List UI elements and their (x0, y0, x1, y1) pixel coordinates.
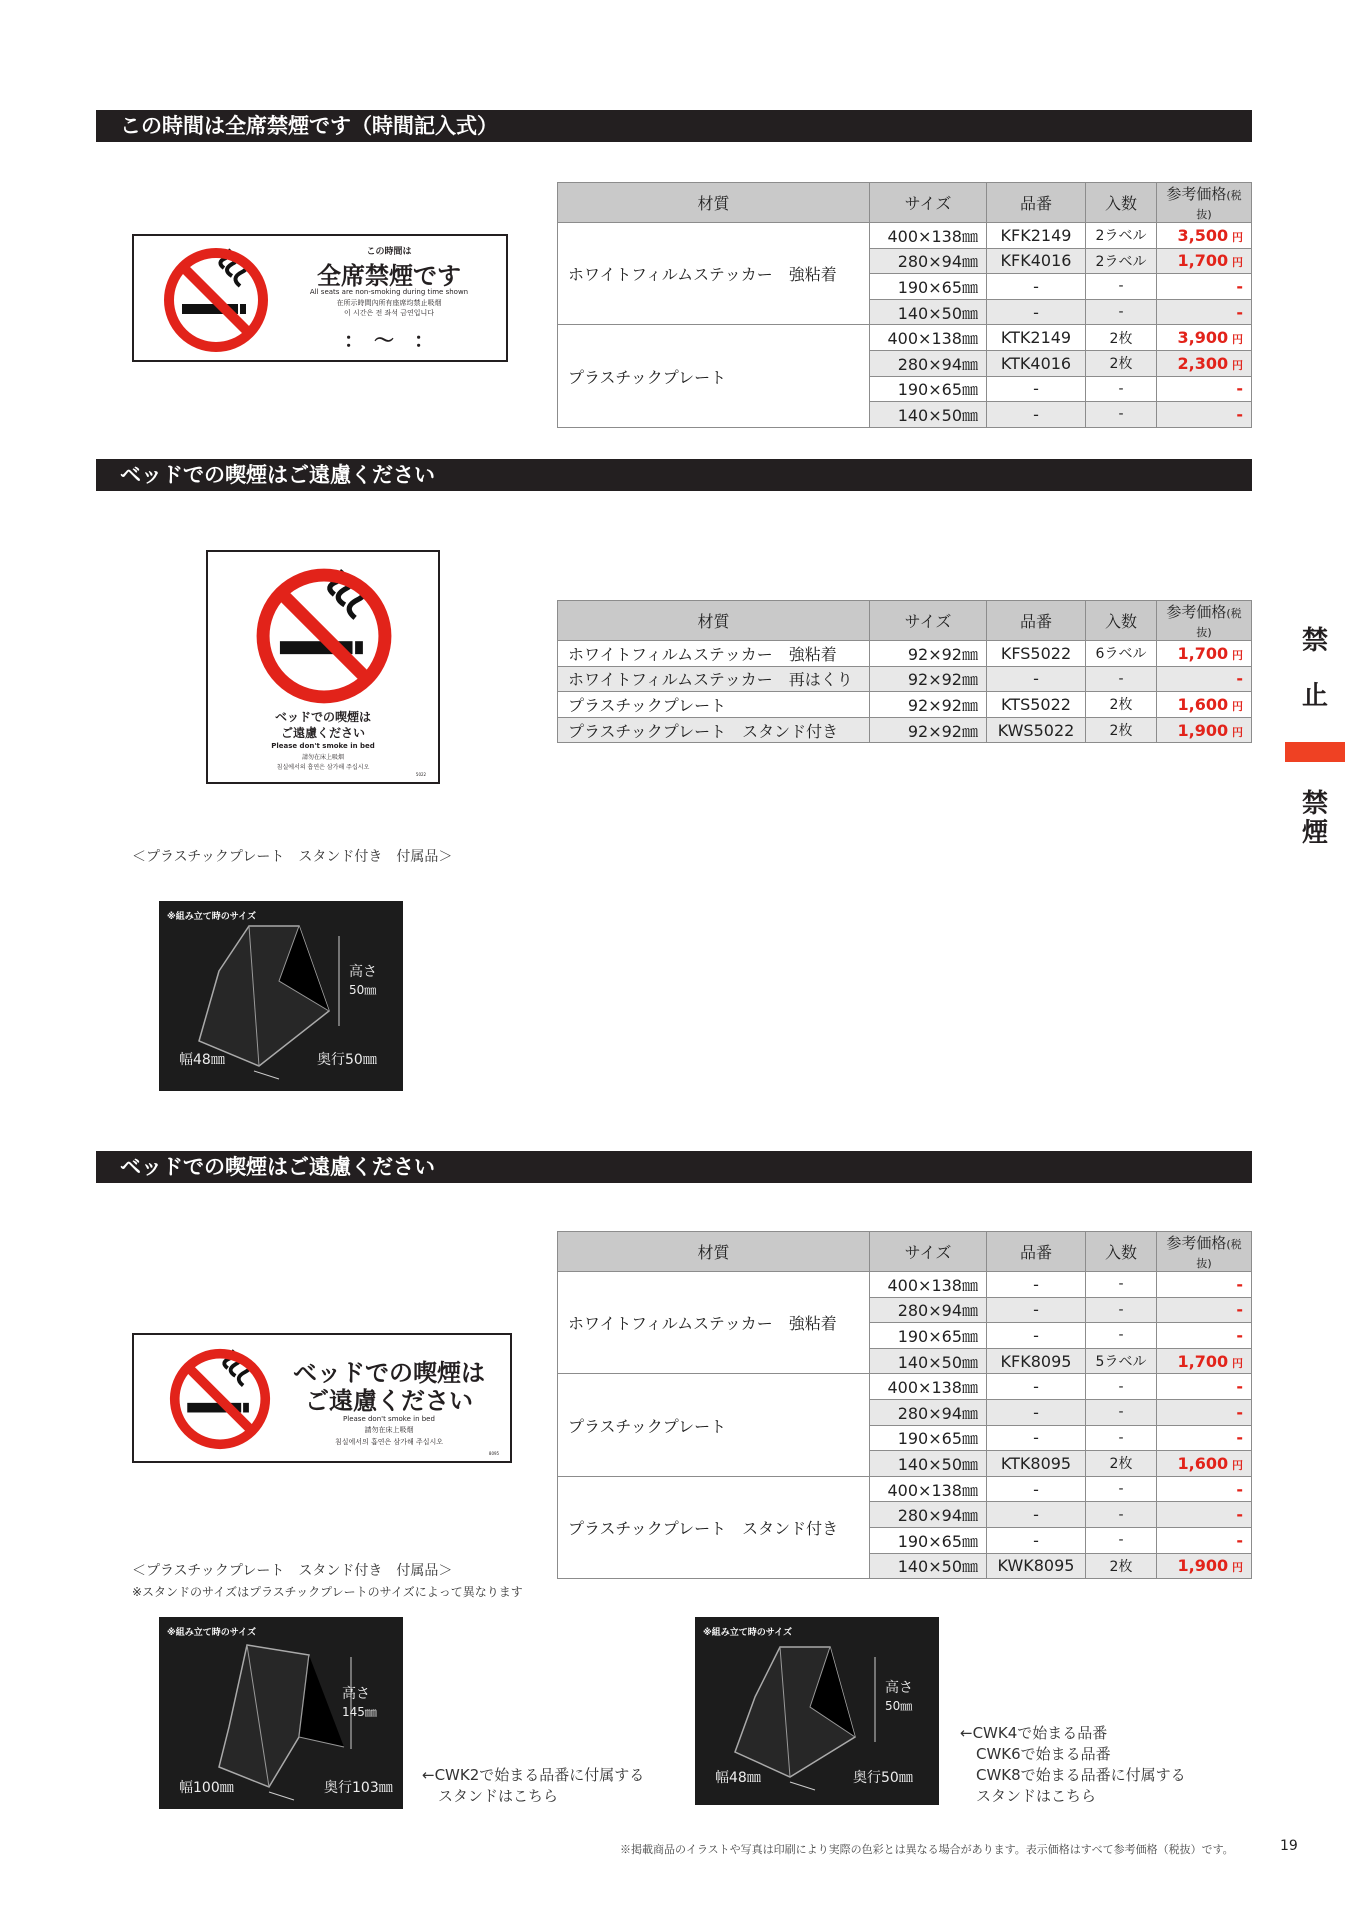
code-cell: - (987, 402, 1086, 428)
page-number: 19 (1280, 1838, 1298, 1854)
spec-table (557, 600, 1252, 743)
size-cell: 140×50㎜ (870, 402, 987, 428)
code-cell: KTK2149 (987, 325, 1086, 351)
side-tab-marker (1285, 742, 1345, 762)
size-cell: 400×138㎜ (870, 223, 987, 249)
sign-main-text: ご遠慮ください (305, 1387, 473, 1415)
photo-note: ※組み立て時のサイズ (167, 1628, 257, 1638)
width-label: 幅48㎜ (179, 1052, 225, 1068)
arrow-note-line: CWK6で始まる品番 (976, 1745, 1111, 1763)
sign-zh-text: 在所示時間內所有座席均禁止吸烟 (336, 299, 442, 307)
price-cell: 1,900 円 (1157, 1553, 1252, 1579)
price-cell: - (1157, 402, 1252, 428)
accessory-note: ※スタンドのサイズはプラスチックプレートのサイズによって異なります (132, 1585, 523, 1599)
header-material: 材質 (558, 183, 870, 223)
size-cell: 190×65㎜ (870, 376, 987, 402)
size-cell: 400×138㎜ (870, 1272, 987, 1298)
side-tab-top (1285, 620, 1345, 712)
qty-cell: - (1086, 1399, 1157, 1425)
price-cell: - (1157, 376, 1252, 402)
material-cell: プラスチックプレート (558, 325, 870, 427)
stand-photo (159, 1617, 403, 1809)
code-cell: - (987, 1323, 1086, 1349)
table-body (558, 1272, 1252, 1579)
stand-photo (695, 1617, 939, 1805)
size-cell: 280×94㎜ (870, 248, 987, 274)
code-cell: - (987, 1374, 1086, 1400)
qty-cell: 2ラベル (1086, 248, 1157, 274)
header-qty: 入数 (1086, 601, 1157, 641)
table-row (558, 325, 1252, 351)
header-qty: 入数 (1086, 183, 1157, 223)
sign-main-text: ベッドでの喫煙は (293, 1359, 485, 1387)
sign-zh-text: 請勿在床上吸烟 (364, 1426, 414, 1434)
size-cell: 190×65㎜ (870, 274, 987, 300)
sign-ko-text: 침실에서의 흡연은 삼가해 주십시오 (276, 764, 370, 771)
code-cell: - (987, 1476, 1086, 1502)
price-cell: 2,300 円 (1157, 350, 1252, 376)
size-cell: 92×92㎜ (870, 717, 987, 743)
header-material: 材質 (558, 1232, 870, 1272)
height-value: 145㎜ (342, 1705, 377, 1719)
arrow-note-line: スタンドはこちら (438, 1787, 559, 1805)
arrow-note (960, 1723, 1186, 1807)
height-value: 50㎜ (349, 983, 377, 997)
code-cell: - (987, 274, 1086, 300)
sign-ko-text: 이 시간은 전 좌석 금연입니다 (343, 309, 435, 317)
qty-cell: - (1086, 1323, 1157, 1349)
header-price: 参考価格(税抜) (1157, 601, 1252, 641)
side-tab-char: 禁 (1301, 626, 1328, 656)
sign-image (206, 550, 440, 784)
price-cell: - (1157, 1374, 1252, 1400)
section-title: この時間は全席禁煙です（時間記入式） (96, 110, 1252, 142)
header-code: 品番 (987, 601, 1086, 641)
size-cell: 280×94㎜ (870, 1297, 987, 1323)
accessory-caption: ＜プラスチックプレート スタンド付き 付属品＞ (132, 849, 453, 865)
qty-cell: 5ラベル (1086, 1348, 1157, 1374)
arrow-note (422, 1765, 644, 1807)
price-cell: - (1157, 1399, 1252, 1425)
width-label: 幅48㎜ (715, 1770, 761, 1786)
price-cell: 1,600 円 (1157, 1451, 1252, 1477)
table-row (558, 717, 1252, 743)
qty-cell: 2枚 (1086, 325, 1157, 351)
price-cell: - (1157, 299, 1252, 325)
sign-main-text: 全席禁煙です (317, 262, 461, 290)
code-cell: - (987, 1272, 1086, 1298)
qty-cell: - (1086, 402, 1157, 428)
qty-cell: - (1086, 1297, 1157, 1323)
material-cell: プラスチックプレート スタンド付き (558, 717, 870, 743)
size-cell: 400×138㎜ (870, 1374, 987, 1400)
code-cell: - (987, 1297, 1086, 1323)
code-cell: KTK8095 (987, 1451, 1086, 1477)
price-cell: - (1157, 666, 1252, 692)
header-code: 品番 (987, 1232, 1086, 1272)
sign-time-field: ： ～ ： (344, 328, 434, 352)
height-label: 高さ (342, 1686, 370, 1702)
no-smoking-icon (162, 246, 270, 354)
table-row (558, 1272, 1252, 1298)
section-title: ベッドでの喫煙はご遠慮ください (96, 459, 1252, 491)
price-cell: 3,500 円 (1157, 223, 1252, 249)
size-cell: 280×94㎜ (870, 350, 987, 376)
code-cell: - (987, 1502, 1086, 1528)
sign-image (132, 234, 508, 362)
price-cell: - (1157, 1527, 1252, 1553)
price-cell: 1,700 円 (1157, 1348, 1252, 1374)
code-cell: - (987, 299, 1086, 325)
qty-cell: 2枚 (1086, 350, 1157, 376)
code-cell: KFK2149 (987, 223, 1086, 249)
size-cell: 190×65㎜ (870, 1425, 987, 1451)
size-cell: 190×65㎜ (870, 1527, 987, 1553)
sign-code: 5022 (415, 772, 427, 777)
side-tab-char: 煙 (1301, 817, 1328, 848)
material-cell: プラスチックプレート (558, 692, 870, 718)
material-cell: プラスチックプレート (558, 1374, 870, 1476)
size-cell: 140×50㎜ (870, 1451, 987, 1477)
sign-image (132, 1333, 512, 1463)
no-smoking-icon (168, 1347, 272, 1451)
code-cell: KFK8095 (987, 1348, 1086, 1374)
size-cell: 140×50㎜ (870, 1348, 987, 1374)
qty-cell: - (1086, 1527, 1157, 1553)
table-body (558, 641, 1252, 743)
table-row (558, 1476, 1252, 1502)
header-size: サイズ (870, 183, 987, 223)
qty-cell: - (1086, 376, 1157, 402)
footer-note: ※掲載商品のイラストや写真は印刷により実際の色彩とは異なる場合があります。表示価格はすべて参考価格（税抜）です。 (620, 1843, 1234, 1856)
table-body (558, 223, 1252, 428)
qty-cell: - (1086, 1272, 1157, 1298)
qty-cell: - (1086, 1476, 1157, 1502)
height-value: 50㎜ (885, 1699, 913, 1713)
sign-main-text: ベッドでの喫煙は (274, 710, 371, 724)
price-cell: - (1157, 1476, 1252, 1502)
size-cell: 140×50㎜ (870, 299, 987, 325)
price-cell: 1,600 円 (1157, 692, 1252, 718)
header-qty: 入数 (1086, 1232, 1157, 1272)
price-cell: - (1157, 1272, 1252, 1298)
code-cell: KTS5022 (987, 692, 1086, 718)
qty-cell: 2ラベル (1086, 223, 1157, 249)
material-cell: プラスチックプレート スタンド付き (558, 1476, 870, 1578)
arrow-note-line: ←CWK2で始まる品番に付属する (422, 1766, 645, 1784)
qty-cell: - (1086, 666, 1157, 692)
size-cell: 190×65㎜ (870, 1323, 987, 1349)
qty-cell: - (1086, 1425, 1157, 1451)
arrow-note-line: スタンドはこちら (976, 1787, 1097, 1805)
material-cell: ホワイトフィルムステッカー 強粘着 (558, 641, 870, 667)
table-row (558, 692, 1252, 718)
header-material: 材質 (558, 601, 870, 641)
table-row (558, 666, 1252, 692)
sign-main-text: ご遠慮ください (280, 726, 365, 740)
material-cell: ホワイトフィルムステッカー 強粘着 (558, 1272, 870, 1374)
sign-ko-text: 침실에서의 흡연은 삼가해 주십시오 (334, 1438, 444, 1446)
code-cell: KTK4016 (987, 350, 1086, 376)
price-cell: - (1157, 1425, 1252, 1451)
spec-table (557, 1231, 1252, 1579)
code-cell: KFS5022 (987, 641, 1086, 667)
depth-label: 奥行50㎜ (853, 1770, 913, 1786)
size-cell: 400×138㎜ (870, 1476, 987, 1502)
arrow-note-line: ←CWK4で始まる品番 (960, 1724, 1108, 1742)
header-size: サイズ (870, 1232, 987, 1272)
depth-label: 奥行50㎜ (317, 1052, 377, 1068)
qty-cell: 2枚 (1086, 692, 1157, 718)
price-cell: - (1157, 274, 1252, 300)
price-cell: 1,700 円 (1157, 248, 1252, 274)
size-cell: 92×92㎜ (870, 641, 987, 667)
qty-cell: 6ラベル (1086, 641, 1157, 667)
size-cell: 140×50㎜ (870, 1553, 987, 1579)
sign-en-text: Please don't smoke in bed (343, 1415, 435, 1423)
material-cell: ホワイトフィルムステッカー 再はくり (558, 666, 870, 692)
code-cell: - (987, 376, 1086, 402)
size-cell: 92×92㎜ (870, 692, 987, 718)
price-cell: 1,700 円 (1157, 641, 1252, 667)
qty-cell: - (1086, 1374, 1157, 1400)
side-tab-bottom (1285, 790, 1345, 847)
spec-table (557, 182, 1252, 428)
depth-label: 奥行103㎜ (324, 1780, 393, 1796)
code-cell: - (987, 1527, 1086, 1553)
table-row (558, 223, 1252, 249)
size-cell: 280×94㎜ (870, 1399, 987, 1425)
qty-cell: - (1086, 299, 1157, 325)
table-row (558, 641, 1252, 667)
photo-note: ※組み立て時のサイズ (167, 912, 257, 922)
sign-code: 8095 (488, 1451, 500, 1456)
sign-en-text: Please don't smoke in bed (271, 742, 375, 750)
height-label: 高さ (885, 1680, 913, 1696)
code-cell: KWK8095 (987, 1553, 1086, 1579)
table-row (558, 1374, 1252, 1400)
width-label: 幅100㎜ (179, 1780, 234, 1796)
price-cell: - (1157, 1502, 1252, 1528)
code-cell: KWS5022 (987, 717, 1086, 743)
price-cell: - (1157, 1323, 1252, 1349)
side-tab-char: 止 (1301, 681, 1328, 711)
sign-zh-text: 請勿在床上吸烟 (301, 754, 344, 761)
no-smoking-icon (254, 566, 394, 706)
header-code: 品番 (987, 183, 1086, 223)
stand-photo (159, 901, 403, 1091)
qty-cell: 2枚 (1086, 1451, 1157, 1477)
photo-note: ※組み立て時のサイズ (703, 1628, 793, 1638)
price-cell: 3,900 円 (1157, 325, 1252, 351)
price-cell: - (1157, 1297, 1252, 1323)
size-cell: 280×94㎜ (870, 1502, 987, 1528)
size-cell: 400×138㎜ (870, 325, 987, 351)
qty-cell: - (1086, 274, 1157, 300)
qty-cell: 2枚 (1086, 717, 1157, 743)
qty-cell: 2枚 (1086, 1553, 1157, 1579)
header-price: 参考価格(税抜) (1157, 183, 1252, 223)
qty-cell: - (1086, 1502, 1157, 1528)
code-cell: KFK4016 (987, 248, 1086, 274)
accessory-caption: ＜プラスチックプレート スタンド付き 付属品＞ (132, 1563, 453, 1579)
section-title: ベッドでの喫煙はご遠慮ください (96, 1151, 1252, 1183)
header-price: 参考価格(税抜) (1157, 1232, 1252, 1272)
code-cell: - (987, 666, 1086, 692)
arrow-note-line: CWK8で始まる品番に付属する (976, 1766, 1186, 1784)
material-cell: ホワイトフィルムステッカー 強粘着 (558, 223, 870, 325)
sign-en-text: All seats are non-smoking during time shown (309, 288, 469, 296)
header-size: サイズ (870, 601, 987, 641)
price-cell: 1,900 円 (1157, 717, 1252, 743)
size-cell: 92×92㎜ (870, 666, 987, 692)
side-tab-char: 禁 (1301, 789, 1328, 819)
sign-small-text: この時間は (366, 247, 412, 257)
height-label: 高さ (349, 964, 377, 980)
code-cell: - (987, 1425, 1086, 1451)
code-cell: - (987, 1399, 1086, 1425)
